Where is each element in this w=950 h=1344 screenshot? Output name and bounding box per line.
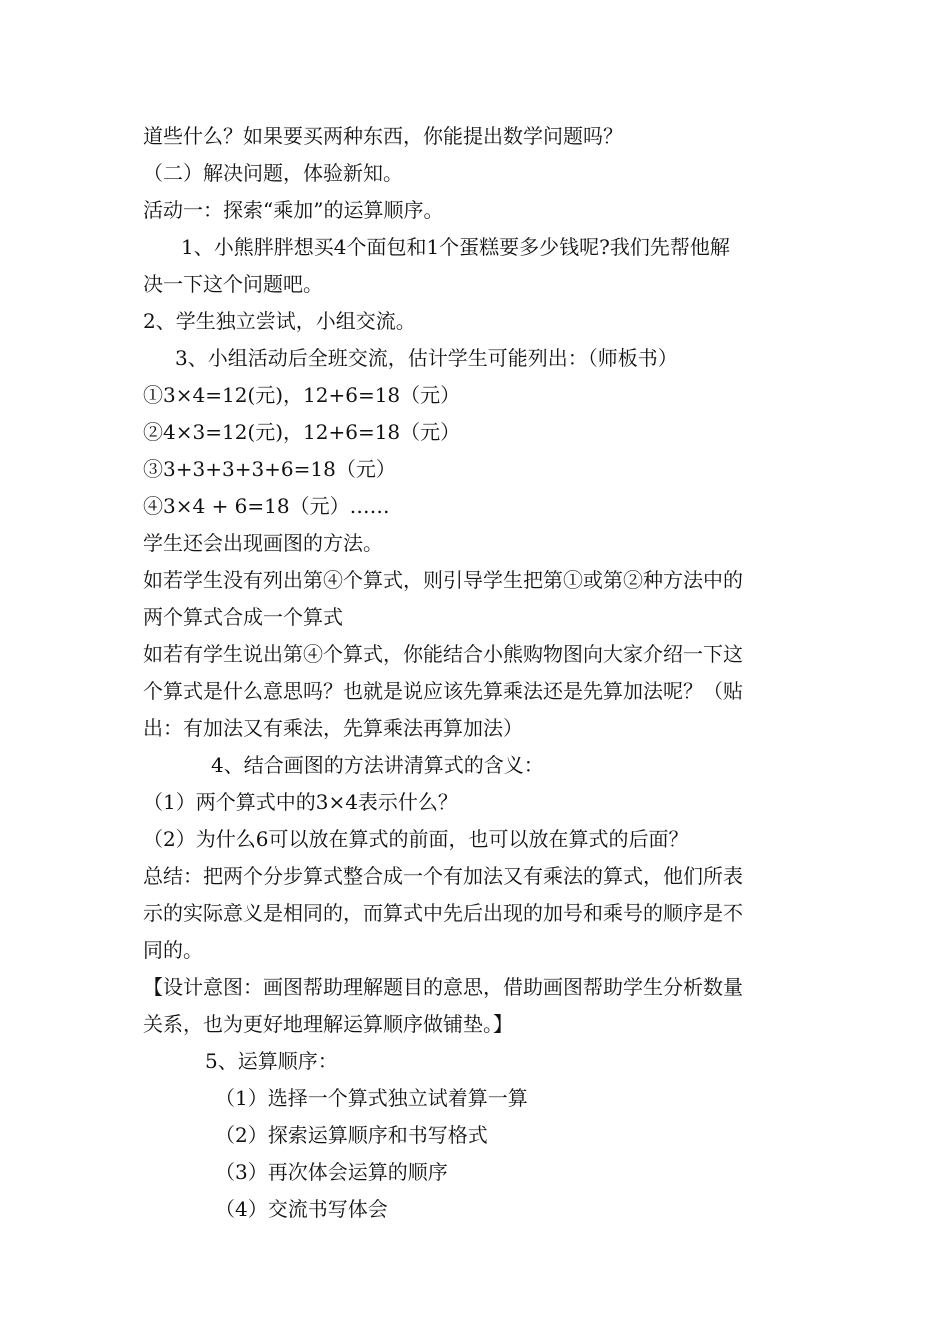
text-line: 道些什么？如果要买两种东西，你能提出数学问题吗？ <box>143 124 623 148</box>
text-line: 如若有学生说出第④个算式，你能结合小熊购物图向大家介绍一下这 <box>143 642 743 666</box>
text-line: 如若学生没有列出第④个算式，则引导学生把第①或第②种方法中的 <box>143 568 743 592</box>
text-line: 出：有加法又有乘法，先算乘法再算加法） <box>143 716 523 740</box>
text-line: 两个算式合成一个算式 <box>143 605 343 629</box>
list-item: （3）再次体会运算的顺序 <box>215 1160 448 1184</box>
text-line: 决一下这个问题吧。 <box>143 272 323 296</box>
list-item: （2）探索运算顺序和书写格式 <box>215 1123 488 1147</box>
question-line: （1）两个算式中的3×4表示什么？ <box>143 790 458 814</box>
text-line: 4、结合画图的方法讲清算式的含义： <box>211 753 544 777</box>
document-body <box>143 118 813 1228</box>
text-line: 5、运算顺序： <box>205 1049 338 1073</box>
summary-line: 总结：把两个分步算式整合成一个有加法又有乘法的算式，他们所表 <box>143 864 743 888</box>
section-heading: （二）解决问题，体验新知。 <box>143 161 403 185</box>
text-line: 1、小熊胖胖想买4个面包和1个蛋糕要多少钱呢?我们先帮他解 <box>181 235 730 259</box>
summary-line: 同的。 <box>143 938 203 962</box>
text-line: 2、学生独立尝试，小组交流。 <box>143 309 416 333</box>
text-line: 学生还会出现画图的方法。 <box>143 531 383 555</box>
formula-line: ②4×3=12(元)，12+6=18（元） <box>143 420 461 444</box>
text-line: 3、小组活动后全班交流，估计学生可能列出：（师板书） <box>175 346 678 370</box>
question-line: （2）为什么6可以放在算式的前面，也可以放在算式的后面？ <box>143 827 689 851</box>
summary-line: 示的实际意义是相同的，而算式中先后出现的加号和乘号的顺序是不 <box>143 901 743 925</box>
list-item: （1）选择一个算式独立试着算一算 <box>215 1086 528 1110</box>
design-intent-line: 【设计意图：画图帮助理解题目的意思，借助画图帮助学生分析数量 <box>143 975 743 999</box>
design-intent-line: 关系，也为更好地理解运算顺序做铺垫。】 <box>143 1012 513 1036</box>
formula-line: ①3×4=12(元)，12+6=18（元） <box>143 383 461 407</box>
text-line: 个算式是什么意思吗？也就是说应该先算乘法还是先算加法呢？（贴 <box>143 679 743 703</box>
list-item: （4）交流书写体会 <box>215 1197 388 1221</box>
activity-heading: 活动一：探索“乘加”的运算顺序。 <box>143 198 444 222</box>
formula-line: ③3+3+3+3+6=18（元） <box>143 457 396 481</box>
formula-line: ④3×4 + 6=18（元）…… <box>143 494 390 518</box>
